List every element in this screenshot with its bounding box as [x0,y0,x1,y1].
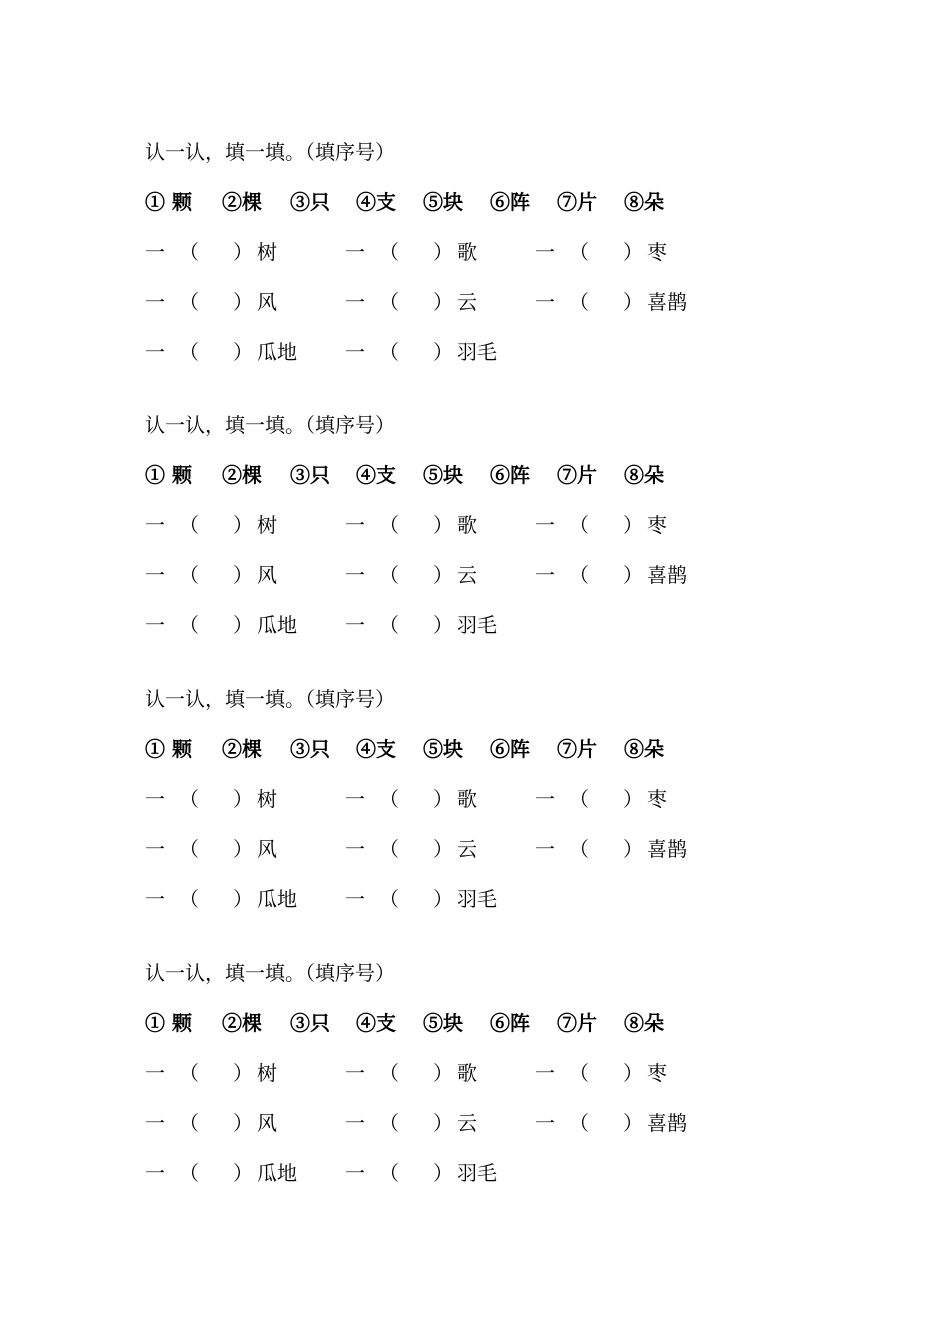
right-paren: ） [623,240,643,264]
fill-blank-item [345,784,525,814]
right-paren: ） [433,563,453,587]
left-paren: （ [569,837,589,861]
left-paren: （ [379,787,399,811]
noun-word: 树 [257,787,277,811]
right-paren: ） [433,1061,453,1085]
fill-blank-item [345,834,525,864]
fill-blank-item [345,1108,525,1138]
question-row [145,237,845,267]
right-paren: ） [623,837,643,861]
right-paren: ） [433,1111,453,1135]
right-paren: ） [233,290,253,314]
right-paren: ） [233,613,253,637]
left-paren: （ [569,563,589,587]
question-row [145,287,845,317]
noun-word: 瓜地 [257,1161,297,1185]
right-paren: ） [233,1061,253,1085]
instruction-text: 认一认，填一填。（填序号） [145,961,395,985]
left-paren: （ [179,563,199,587]
fill-blank-item [535,237,715,267]
option-label: ⑤块 [423,1011,463,1035]
option-label: ⑤块 [423,463,463,487]
left-paren: （ [379,340,399,364]
right-paren: ） [433,613,453,637]
question-row [145,1158,845,1188]
noun-word: 枣 [647,787,667,811]
noun-word: 瓜地 [257,340,297,364]
question-row [145,610,845,640]
fill-blank-item [535,1108,715,1138]
option-label: ③只 [290,1011,330,1035]
numeral-one: 一 [145,787,165,811]
noun-word: 云 [457,837,477,861]
option-label: ④支 [356,737,396,761]
instruction-text: 认一认，填一填。（填序号） [145,140,395,164]
answer-blank[interactable] [585,239,619,265]
numeral-one: 一 [345,513,365,537]
answer-blank[interactable] [395,562,429,588]
option-label: ① 颗 [145,1011,192,1035]
left-paren: （ [569,787,589,811]
left-paren: （ [379,563,399,587]
noun-word: 喜鹊 [647,563,687,587]
answer-blank[interactable] [195,562,229,588]
answer-blank[interactable] [195,239,229,265]
numeral-one: 一 [145,1061,165,1085]
option-label: ②棵 [222,190,262,214]
option-label: ③只 [290,190,330,214]
noun-word: 喜鹊 [647,1111,687,1135]
fill-blank-item [345,884,525,914]
fill-blank-item [145,560,325,590]
fill-blank-item [345,510,525,540]
fill-blank-item [145,1058,325,1088]
noun-word: 枣 [647,240,667,264]
option-label: ④支 [356,463,396,487]
question-row [145,510,845,540]
numeral-one: 一 [345,340,365,364]
numeral-one: 一 [535,1061,555,1085]
answer-blank[interactable] [195,612,229,638]
fill-blank-item [145,884,325,914]
noun-word: 树 [257,513,277,537]
noun-word: 树 [257,1061,277,1085]
noun-word: 云 [457,1111,477,1135]
answer-blank[interactable] [195,886,229,912]
noun-word: 歌 [457,1061,477,1085]
fill-blank-item [535,784,715,814]
answer-blank[interactable] [195,512,229,538]
fill-blank-item [145,610,325,640]
left-paren: （ [569,240,589,264]
left-paren: （ [379,1061,399,1085]
left-paren: （ [379,290,399,314]
option-label: ⑧朵 [624,737,664,761]
left-paren: （ [179,787,199,811]
numeral-one: 一 [535,1111,555,1135]
numeral-one: 一 [345,837,365,861]
numeral-one: 一 [345,563,365,587]
answer-blank[interactable] [195,786,229,812]
numeral-one: 一 [145,837,165,861]
right-paren: ） [623,563,643,587]
right-paren: ） [233,1111,253,1135]
option-label: ⑤块 [423,190,463,214]
right-paren: ） [433,513,453,537]
fill-blank-item [145,237,325,267]
right-paren: ） [233,787,253,811]
numeral-one: 一 [345,613,365,637]
answer-blank[interactable] [395,239,429,265]
question-row [145,834,845,864]
left-paren: （ [379,837,399,861]
noun-word: 风 [257,290,277,314]
right-paren: ） [433,1161,453,1185]
exercise-section [145,137,845,397]
option-label: ⑧朵 [624,190,664,214]
fill-blank-item [345,237,525,267]
instruction-text: 认一认，填一填。（填序号） [145,413,395,437]
left-paren: （ [569,1111,589,1135]
numeral-one: 一 [145,240,165,264]
answer-blank[interactable] [195,836,229,862]
noun-word: 云 [457,290,477,314]
numeral-one: 一 [535,513,555,537]
left-paren: （ [379,1161,399,1185]
answer-blank[interactable] [395,1060,429,1086]
answer-blank[interactable] [195,339,229,365]
fill-blank-item [535,834,715,864]
right-paren: ） [233,563,253,587]
fill-blank-item [145,784,325,814]
numeral-one: 一 [145,887,165,911]
left-paren: （ [179,1061,199,1085]
right-paren: ） [233,513,253,537]
exercise-section [145,958,845,1218]
numeral-one: 一 [535,290,555,314]
option-label: ① 颗 [145,190,192,214]
answer-blank[interactable] [585,786,619,812]
instruction-text: 认一认，填一填。（填序号） [145,687,395,711]
left-paren: （ [179,887,199,911]
noun-word: 云 [457,563,477,587]
answer-blank[interactable] [395,1110,429,1136]
noun-word: 瓜地 [257,613,297,637]
answer-blank[interactable] [585,1110,619,1136]
left-paren: （ [179,513,199,537]
option-label: ⑥阵 [490,190,530,214]
fill-blank-item [345,1158,525,1188]
right-paren: ） [623,787,643,811]
numeral-one: 一 [345,290,365,314]
noun-word: 风 [257,1111,277,1135]
numeral-one: 一 [535,563,555,587]
answer-blank[interactable] [585,512,619,538]
right-paren: ） [623,1111,643,1135]
numeral-one: 一 [145,1161,165,1185]
left-paren: （ [179,340,199,364]
option-label: ⑥阵 [490,1011,530,1035]
noun-word: 歌 [457,240,477,264]
left-paren: （ [179,1111,199,1135]
numeral-one: 一 [345,1111,365,1135]
option-label: ① 颗 [145,737,192,761]
left-paren: （ [569,513,589,537]
answer-blank[interactable] [585,289,619,315]
fill-blank-item [345,560,525,590]
answer-blank[interactable] [585,562,619,588]
option-label: ②棵 [222,737,262,761]
fill-blank-item [145,1158,325,1188]
option-label: ⑧朵 [624,463,664,487]
right-paren: ） [433,887,453,911]
right-paren: ） [433,290,453,314]
option-label: ②棵 [222,1011,262,1035]
fill-blank-item [145,834,325,864]
left-paren: （ [179,1161,199,1185]
fill-blank-item [145,510,325,540]
numeral-one: 一 [535,837,555,861]
exercise-section [145,684,845,944]
numeral-one: 一 [345,887,365,911]
noun-word: 歌 [457,787,477,811]
answer-blank[interactable] [395,612,429,638]
left-paren: （ [379,887,399,911]
numeral-one: 一 [345,240,365,264]
fill-blank-item [535,560,715,590]
noun-word: 风 [257,563,277,587]
right-paren: ） [433,787,453,811]
left-paren: （ [179,240,199,264]
fill-blank-item [345,1058,525,1088]
left-paren: （ [379,613,399,637]
fill-blank-item [345,287,525,317]
fill-blank-item [145,287,325,317]
answer-blank[interactable] [195,289,229,315]
option-label: ④支 [356,1011,396,1035]
noun-word: 风 [257,837,277,861]
right-paren: ） [233,1161,253,1185]
answer-blank[interactable] [195,1060,229,1086]
fill-blank-item [535,287,715,317]
option-label: ⑦片 [557,737,597,761]
left-paren: （ [179,837,199,861]
numeral-one: 一 [145,340,165,364]
numeral-one: 一 [345,1161,365,1185]
noun-word: 羽毛 [457,613,497,637]
answer-blank[interactable] [395,886,429,912]
right-paren: ） [623,1061,643,1085]
answer-blank[interactable] [395,289,429,315]
question-row [145,337,845,367]
noun-word: 羽毛 [457,340,497,364]
question-row [145,884,845,914]
noun-word: 羽毛 [457,1161,497,1185]
fill-blank-item [535,1058,715,1088]
left-paren: （ [569,290,589,314]
noun-word: 羽毛 [457,887,497,911]
option-label: ④支 [356,190,396,214]
noun-word: 枣 [647,513,667,537]
fill-blank-item [145,337,325,367]
numeral-one: 一 [535,240,555,264]
right-paren: ） [433,837,453,861]
numeral-one: 一 [145,513,165,537]
right-paren: ） [233,240,253,264]
left-paren: （ [569,1061,589,1085]
noun-word: 瓜地 [257,887,297,911]
answer-blank[interactable] [195,1160,229,1186]
answer-blank[interactable] [195,1110,229,1136]
numeral-one: 一 [345,787,365,811]
numeral-one: 一 [145,563,165,587]
answer-blank[interactable] [395,1160,429,1186]
option-label: ⑥阵 [490,463,530,487]
option-label: ③只 [290,463,330,487]
noun-word: 喜鹊 [647,290,687,314]
right-paren: ） [233,837,253,861]
noun-word: 歌 [457,513,477,537]
option-label: ③只 [290,737,330,761]
question-row [145,1058,845,1088]
answer-blank[interactable] [585,836,619,862]
answer-blank[interactable] [585,1060,619,1086]
fill-blank-item [535,510,715,540]
option-label: ⑦片 [557,463,597,487]
left-paren: （ [379,513,399,537]
left-paren: （ [379,240,399,264]
noun-word: 枣 [647,1061,667,1085]
noun-word: 树 [257,240,277,264]
fill-blank-item [345,337,525,367]
right-paren: ） [233,340,253,364]
option-label: ⑦片 [557,1011,597,1035]
left-paren: （ [379,1111,399,1135]
right-paren: ） [623,513,643,537]
question-row [145,1108,845,1138]
left-paren: （ [179,613,199,637]
fill-blank-item [145,1108,325,1138]
answer-blank[interactable] [395,786,429,812]
left-paren: （ [179,290,199,314]
numeral-one: 一 [535,787,555,811]
answer-blank[interactable] [395,512,429,538]
right-paren: ） [233,887,253,911]
option-label: ① 颗 [145,463,192,487]
option-label: ⑦片 [557,190,597,214]
answer-blank[interactable] [395,339,429,365]
option-label: ⑥阵 [490,737,530,761]
numeral-one: 一 [145,613,165,637]
fill-blank-item [345,610,525,640]
option-label: ⑤块 [423,737,463,761]
right-paren: ） [433,340,453,364]
answer-blank[interactable] [395,836,429,862]
option-label: ⑧朵 [624,1011,664,1035]
numeral-one: 一 [345,1061,365,1085]
noun-word: 喜鹊 [647,837,687,861]
option-label: ②棵 [222,463,262,487]
numeral-one: 一 [145,1111,165,1135]
numeral-one: 一 [145,290,165,314]
question-row [145,784,845,814]
right-paren: ） [433,240,453,264]
question-row [145,560,845,590]
right-paren: ） [623,290,643,314]
exercise-section [145,410,845,670]
